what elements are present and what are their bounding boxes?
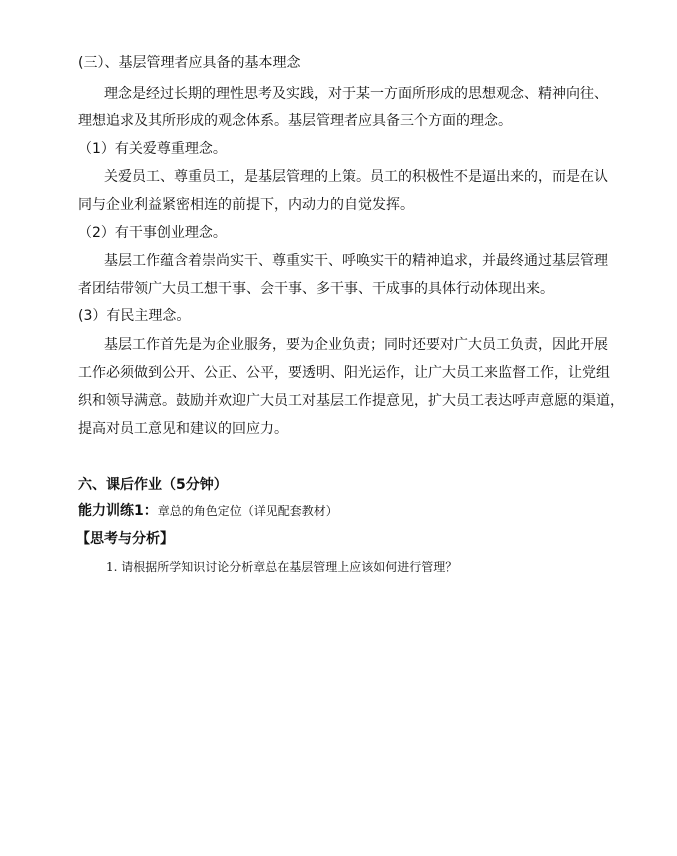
item-1-title: （1）有关爱尊重理念。 <box>78 141 227 157</box>
item-3-title: (3）有民主理念。 <box>78 308 191 324</box>
item-3-line-1: 基层工作首先是为企业服务，要为企业负责；同时还要对广大员工负责，因此开展 <box>104 337 608 353</box>
intro-line-1: 理念是经过长期的理性思考及实践，对于某一方面所形成的思想观念、精神向往、 <box>104 86 608 102</box>
training-label: 能力训练1： <box>78 503 158 519</box>
training-text: 章总的角色定位（详见配套教材） <box>157 504 338 518</box>
item-2-line-2: 者团结带领广大员工想干事、会干事、多干事、干成事的具体行动体现出来。 <box>78 281 554 297</box>
question-1: 1. 请根据所学知识讨论分析章总在基层管理上应该如何进行管理？ <box>106 560 458 574</box>
item-1-line-2: 同与企业利益紧密相连的前提下，内动力的自觉发挥。 <box>78 197 414 213</box>
item-2-title: （2）有干事创业理念。 <box>78 225 227 241</box>
section6-heading: 六、课后作业（5分钟） <box>78 477 228 493</box>
item-3-line-4: 提高对员工意见和建议的回应力。 <box>78 421 288 437</box>
item-3-line-2: 工作必须做到公开、公正、公平，要透明、阳光运作，让广大员工来监督工作，让党组 <box>78 365 610 381</box>
training-row <box>78 501 338 521</box>
intro-line-2: 理想追求及其所形成的观念体系。基层管理者应具备三个方面的理念。 <box>78 113 512 129</box>
item-3-line-3: 织和领导满意。鼓励并欢迎广大员工对基层工作提意见，扩大员工表达呼声意愿的渠道， <box>78 393 624 409</box>
item-1-line-1: 关爱员工、尊重员工，是基层管理的上策。员工的积极性不是逼出来的，而是在认 <box>104 169 608 185</box>
section3-heading: (三）、基层管理者应具备的基本理念 <box>78 55 301 71</box>
analysis-heading: 【思考与分析】 <box>76 531 174 547</box>
item-2-line-1: 基层工作蕴含着崇尚实干、尊重实干、呼唤实干的精神追求，并最终通过基层管理 <box>104 253 608 269</box>
